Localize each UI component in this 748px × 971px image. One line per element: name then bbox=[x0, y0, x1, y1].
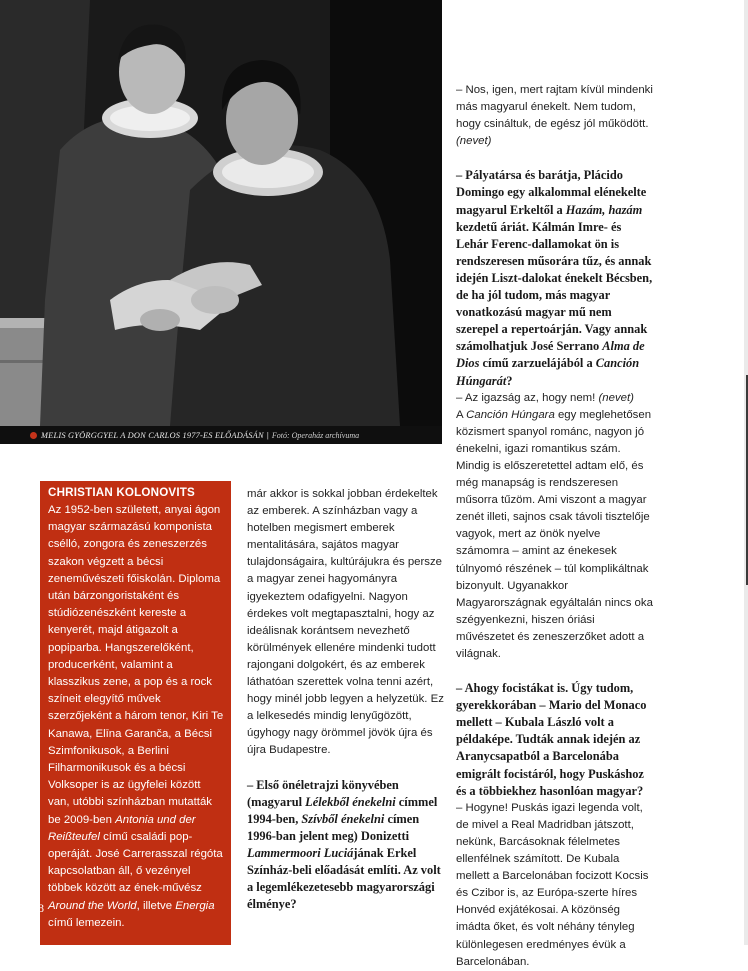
interview-question: – Ahogy focistákat is. Úgy tudom, gyerekkorában – Mario del Monaco mellett – Kubala László volt a példaképe. Tudták annak idején az Aranycsapatból a Barcelonába emigrált focistáról, hogy Puskáshoz és a többiekhez hasonlóan magyar? bbox=[456, 681, 647, 798]
bio-sidebar bbox=[40, 481, 231, 945]
photo-caption bbox=[0, 426, 442, 444]
album-title-italic: Around the World bbox=[48, 899, 137, 912]
page-number: 8 bbox=[38, 901, 44, 915]
sidebar-text: Az 1952-ben született, anyai ágon magyar származású komponista csélló, zongora és zeneszerzés szakon végzett a bécsi zeneművészeti főiskolán. Diploma után bárzongoristaként és stúdiózenészként kereste a kenyerét, majd átigazolt a popiparba. Hangszerelőként, producerként, valamint a klasszikus zene, a pop és a rock színeit elegyítő művek szerzőjeként a három tenor, Kiri Te Kanawa, Elīna Garanča, a Bécsi Szimfonikusok, a Berlini Filharmonikusok és a bécsi Volksoper is az ügyfelei között van, utóbbi színházban mutatták be 2009-ben Antonia und der Reißteufel című családi pop-operáját. José Carrerasszal régóta kapcsolatban áll, ő vezényel többek között az ének-művész Around the World, illetve Energia című lemezein. bbox=[48, 504, 224, 929]
interview-question: – Első önéletrajzi könyvében (magyarul Lélekből énekelni címmel 1994-ben, Szívből énekelni címen 1996-ban jelent meg) Donizetti Lammermoori Luciájának Erkel Színház-beli előadását említi. Az volt a legemlékezetesebb magyarországi élménye? bbox=[247, 777, 441, 912]
caption-credit: Fotó: Operaház archívuma bbox=[271, 430, 360, 440]
album-title-italic: Antonia und der Reißteufel bbox=[48, 813, 196, 843]
answer-paragraph: már akkor is sokkal jobban érdekeltek az emberek. A színházban vagy a hotelben megismert emberek mentalitására, sajátos magyar tulajdonságaira, kultúrájukra és persze a magyar zenei hagyományra igyekeztem odafigyelni. Nagyon érdekes volt megtapasztalni, hogy az ideálisnak korántsem nevezhető körülmények ellenére mindenki tudott rajongani dolgokért, és az emberek láthatóan szerettek volna tenni azért, hogy minél jobb legyen a helyzetük. Ez a lelkesedés mindig lenyűgözött, úgyhogy nagy örömmel jövök újra és újra Budapestre. bbox=[247, 488, 444, 757]
caption-separator: | bbox=[266, 430, 269, 440]
answer-paragraph: – Hogyne! Puskás igazi legenda volt, de mivel a Real Madridban játszott, nekünk, Barcásoknak félelmetes ellenfélnek számított. De Kubala mellett a Barcelonában focizott Kocsis és Czibor is, az Európa-szerte híres Honvéd exjátékosai. A közönség imádta őket, és volt néhány tényleg különlegesen eredményes évük a Barcelonában. bbox=[456, 801, 649, 968]
caption-text: MELIS GYÖRGGYEL A DON CARLOS 1977-ES ELŐADÁSÁN bbox=[41, 430, 264, 440]
caption-bullet-icon bbox=[30, 432, 37, 439]
answer-paragraph: – Az igazság az, hogy nem! (nevet) A Canción Húngara egy meglehetősen közismert spanyol románc, nagyon jó énekelni, igazi romantikus szám. Mindig is előszeretettel adtam elő, és még manapság is rendszeresen műsorra tűzöm. Ami viszont a magyar zenét illeti, sajnos csak távoli tisztelője vagyok, mert az önök nyelve számomra – amint az énekesek túlnyomó részének – túl komplikáltnak bizonyult. Ugyanakkor Magyarországnak egyáltalán nincs oka szégyenkezni, hiszen óriási művészetet és zeneszerzőket adott a világnak. bbox=[456, 391, 653, 660]
album-title-italic: Energia bbox=[175, 899, 215, 912]
interview-question: – Pályatársa és barátja, Plácido Domingo egy alkalommal elénekelte magyarul Erkeltől a Hazám, hazám kezdetű áriát. Kálmán Imre- és Lehár Ferenc-dallamokat ön is rendszeresen műsorára tűz, és annak idején Liszt-dalokat énekelt Bécsben, de ha jól tudom, más magyar vonatkozású magyar mű nem szerepel a repertoárján. Vagy annak számolhatjuk José Serrano Alma de Dios című zarzuelájából a Canción Húngarát? bbox=[456, 168, 653, 388]
answer-paragraph: – Nos, igen, mert rajtam kívül mindenki más magyarul énekelt. Nem tudom, hogy csináltuk, de egész jól működött. (nevet) bbox=[456, 84, 653, 148]
article-column-middle bbox=[247, 486, 445, 913]
photo-illustration bbox=[0, 0, 442, 426]
article-column-right bbox=[456, 82, 654, 971]
opera-scene-photo bbox=[0, 0, 442, 426]
sidebar-title: CHRISTIAN KOLONOVITS bbox=[48, 486, 195, 499]
